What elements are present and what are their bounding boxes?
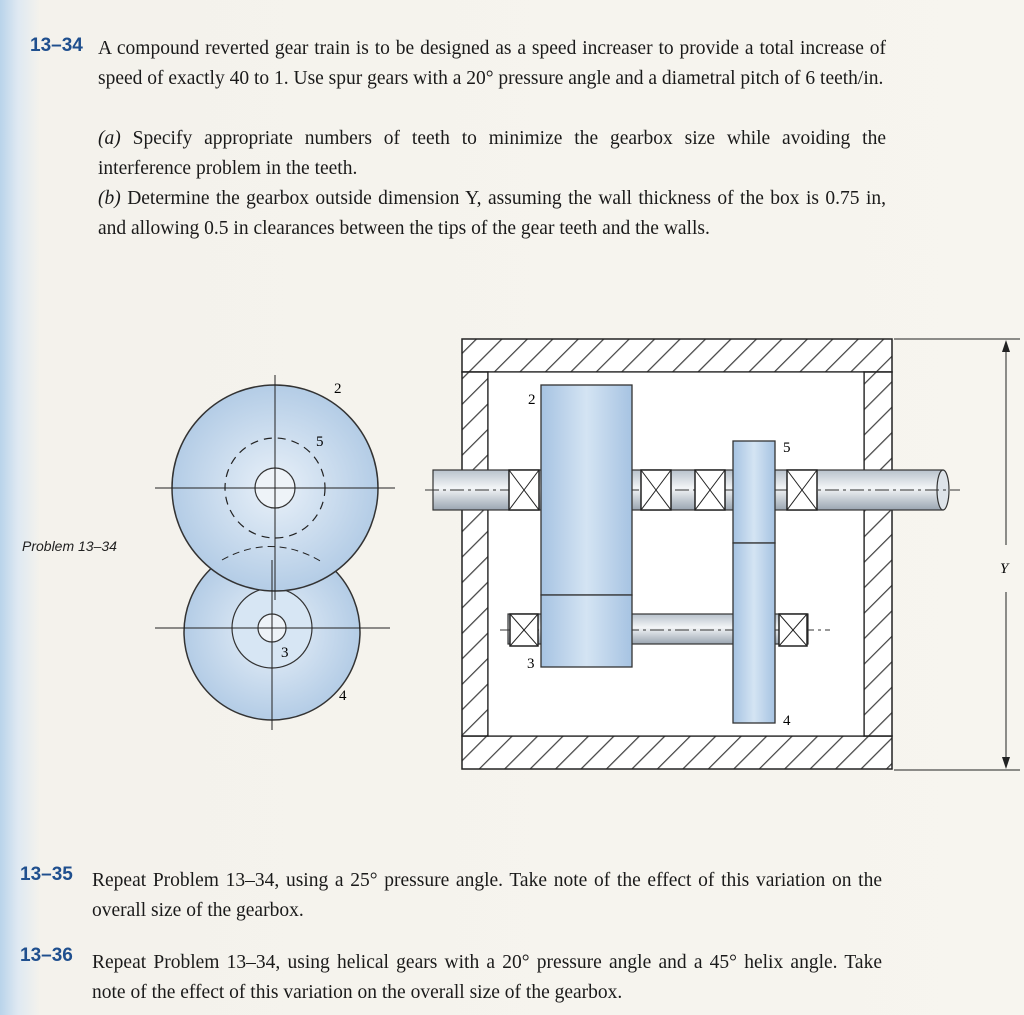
gear-2-side-view — [541, 385, 632, 595]
end-label-gear-2: 2 — [334, 381, 342, 397]
end-view — [155, 375, 395, 730]
problem-13-35-statement: Repeat Problem 13–34, using a 25° pressure angle. Take note of the effect of this variation on the overall size of the gearbox. — [92, 870, 882, 921]
problem-number-13-36: 13–36 — [20, 945, 73, 966]
part-a-label: (a) — [98, 128, 121, 149]
bearing-upper-left — [509, 470, 539, 510]
problem-number-13-34: 13–34 — [30, 35, 83, 56]
bearing-lower-left — [510, 614, 538, 646]
side-view — [425, 339, 1020, 770]
figure-caption: Problem 13–34 — [22, 538, 117, 554]
side-label-gear-2: 2 — [528, 392, 536, 408]
side-label-gear-5: 5 — [783, 440, 791, 456]
side-label-gear-4: 4 — [783, 713, 791, 729]
end-label-gear-3: 3 — [281, 645, 289, 661]
end-label-gear-5: 5 — [316, 434, 324, 450]
gear-3-side-view — [541, 595, 632, 667]
problem-number-13-35: 13–35 — [20, 864, 73, 885]
end-label-gear-4: 4 — [339, 688, 347, 704]
gearbox-housing — [462, 339, 892, 769]
gear-4-side-view — [733, 543, 775, 723]
bearing-upper-mid-2 — [695, 470, 725, 510]
side-label-gear-3: 3 — [527, 656, 535, 672]
part-b-label: (b) — [98, 188, 121, 209]
problem-13-34-statement: A compound reverted gear train is to be designed as a speed increaser to provide a total increase of speed of exactly 40 to 1. Use spur gears with a 20° pressure angle and a diametral pitch of 6 teeth/in. — [98, 38, 886, 89]
bearing-lower-right — [779, 614, 807, 646]
gear-5-side-view — [733, 441, 775, 543]
bearing-upper-mid-1 — [641, 470, 671, 510]
part-b-text: Determine the gearbox outside dimension Y, assuming the wall thickness of the box is 0.75 in, and allowing 0.5 in clearances between the tips of the gear teeth and the walls. — [98, 188, 887, 239]
problem-13-36-statement: Repeat Problem 13–34, using helical gears with a 20° pressure angle and a 45° helix angle. Take note of the effect of this variation on the overall size of the gearbox. — [92, 952, 882, 1003]
bearing-upper-right — [787, 470, 817, 510]
dimension-y-label: Y — [1000, 561, 1009, 577]
dimension-y — [894, 339, 1020, 770]
part-a-text: Specify appropriate numbers of teeth to minimize the gearbox size while avoiding the interference problem in the teeth. — [98, 128, 887, 179]
